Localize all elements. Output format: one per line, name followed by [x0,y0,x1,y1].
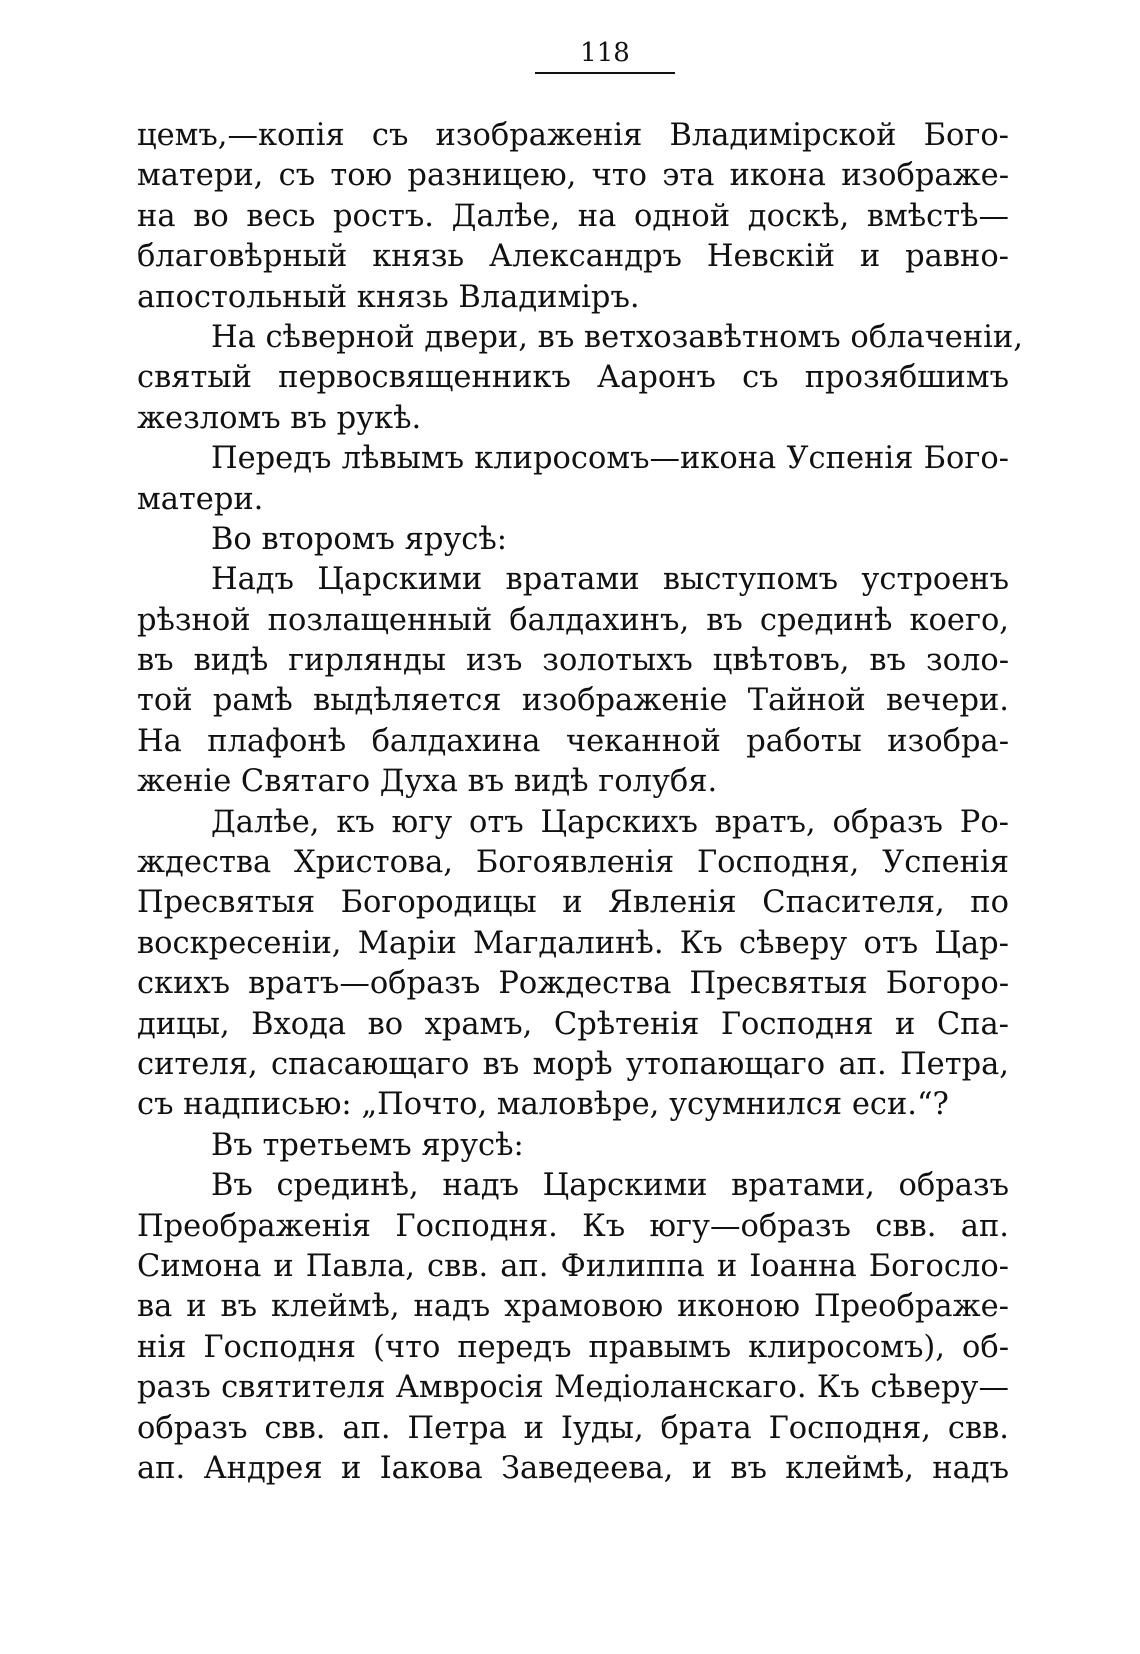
paragraph [137,1166,1009,1489]
paragraph [137,318,1023,439]
text-line: скихъ вратъ—образъ Рождества Пресвятыя Богоро- [137,966,1009,1002]
text-line: Во второмъ ярусѣ: [211,521,508,557]
page-text [137,116,1023,1489]
text-line: ждества Христова, Богоявленія Господня, Успенія [137,845,1009,881]
text-line: матери. [137,481,264,517]
paragraph [137,803,1009,1126]
text-line: На плафонѣ балдахина чеканной работы изобра- [137,723,1009,759]
text-line: Надъ Царскими вратами выступомъ устроенъ [211,562,1009,598]
text-line: разъ святителя Амвросія Медіоланскаго. Къ сѣверу— [137,1370,1009,1406]
text-line: матери, съ тою разницею, что эта икона изображе- [137,158,1009,194]
text-line: образъ свв. ап. Петра и Іуды, брата Господня, свв. [137,1410,1009,1446]
text-line: на во весь ростъ. Далѣе, на одной доскѣ, вмѣстѣ— [137,198,1009,234]
text-line: съ надписью: „Почто, маловѣре, усумнился еси.“? [137,1087,949,1123]
text-line: Въ срединѣ, надъ Царскими вратами, образъ [211,1168,1009,1204]
paragraph [137,439,1009,520]
text-line: Въ третьемъ ярусѣ: [211,1127,524,1163]
text-line: святый первосвященникъ Ааронъ съ прозябшимъ [137,360,1009,396]
paragraph [137,1126,1009,1166]
paragraph [137,520,1009,560]
page-number: 118 [535,38,675,74]
text-line: ап. Андрея и Іакова Заведеева, и въ клеймѣ, надъ [137,1450,1009,1486]
paragraph [137,116,1009,318]
paragraph [137,560,1009,802]
text-line: воскресеніи, Маріи Магдалинѣ. Къ сѣверу отъ Цар- [137,925,1009,961]
text-line: Пресвятыя Богородицы и Явленія Спасителя, по [137,885,1009,921]
text-line: въ видѣ гирлянды изъ золотыхъ цвѣтовъ, въ золо- [137,643,1009,679]
text-line: Далѣе, къ югу отъ Царскихъ вратъ, образъ Ро- [211,804,1009,840]
text-line: рѣзной позлащенный балдахинъ, въ срединѣ коего, [137,602,1009,638]
text-line: Преображенія Господня. Къ югу—образъ свв. ап. [137,1208,1009,1244]
text-line: Передъ лѣвымъ клиросомъ—икона Успенія Бого- [211,441,1009,477]
text-line: благовѣрный князь Александръ Невскій и равно- [137,239,1009,275]
text-line: жезломъ въ рукѣ. [137,400,422,436]
text-line: сителя, спасающаго въ морѣ утопающаго ап. Петра, [137,1046,1009,1082]
text-line: женіе Святаго Духа въ видѣ голубя. [137,764,718,800]
text-line: Симона и Павла, свв. ап. Филиппа и Іоанна Богосло- [137,1248,1009,1284]
text-line: На сѣверной двери, въ ветхозавѣтномъ облаченіи, [211,319,1023,355]
text-line: нія Господня (что передъ правымъ клиросомъ), об- [137,1329,1009,1365]
text-line: дицы, Входа во храмъ, Срѣтенія Господня и Спа- [137,1006,1009,1042]
text-line: апостольный князь Владиміръ. [137,279,640,315]
text-line: ва и въ клеймѣ, надъ храмовою иконою Преображе- [137,1289,1009,1325]
text-line: цемъ,—копія съ изображенія Владимірской Бого- [137,118,1009,153]
text-line: той рамѣ выдѣляется изображеніе Тайной вечери. [137,683,1009,719]
